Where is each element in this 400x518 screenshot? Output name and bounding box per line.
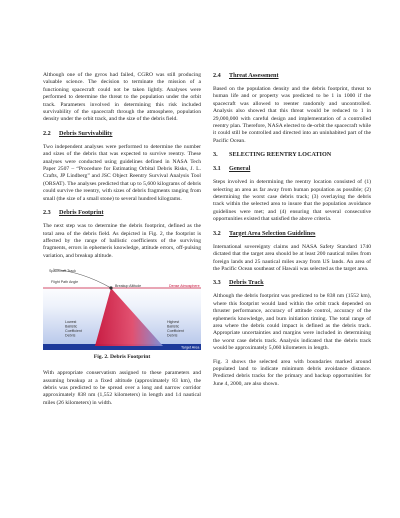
svg-text:Coefficient: Coefficient xyxy=(167,329,184,334)
section-heading-3 xyxy=(213,151,371,159)
left-column xyxy=(43,72,201,413)
section-heading-3-2 xyxy=(213,230,371,238)
svg-text:Lowest: Lowest xyxy=(65,320,77,325)
debris-footprint-figure xyxy=(43,266,201,352)
section-number: 2.4 xyxy=(213,72,221,79)
debris-corridor-paragraph: With appropriate conservatism assigned to these parameters and assuming breakup at a fixed altitude (approximately 83 km), the debris was predicted to be spread over a long and narrow corridor approximately 838 nm (1,552 kilometers) in length and 14 nautical miles (26 kilometers) in width. xyxy=(43,370,201,406)
debris-footprint-paragraph: The next step was to determine the debris footprint, defined as the total area of the debris field. As depicted in Fig. 2, the footprint is affected by the range of ballistic coefficients of the surviving fragments, errors in ephemeris knowledge, attitude errors, off-pulsing variation, and breakup altitude. xyxy=(43,223,201,259)
section-title: Debris Track xyxy=(229,279,264,287)
figure-caption: Fig. 2. Debris Footprint xyxy=(93,354,151,361)
section-title: Debris Footprint xyxy=(59,209,104,217)
svg-text:Coefficient: Coefficient xyxy=(65,329,82,334)
spacecraft-track-label: Spacecraft Track xyxy=(49,269,76,274)
section-title: SELECTING REENTRY LOCATION xyxy=(229,151,332,159)
section-heading-2-3 xyxy=(43,209,201,217)
section-number: 3.2 xyxy=(213,229,221,237)
breakup-altitude-label: Breakup Altitude xyxy=(115,284,142,289)
section-title: Debris Survivability xyxy=(59,129,113,137)
general-paragraph: Steps involved in determining the reentry location consisted of (1) selecting an area as far away from human population as possible; (2) determining the worst case debris track; (3) overlaying the debris track within the selected area to insure that the population avoidance guidelines were met; and (4) ensuring that several consecutive opportunities existed that satisfied the above criteria. xyxy=(213,179,371,223)
section-title: Target Area Selection Guidelines xyxy=(229,229,316,237)
section-number: 3. xyxy=(213,151,218,159)
section-heading-2-2 xyxy=(43,130,201,138)
intro-paragraph: Although one of the gyros had failed, CGRO was still producing valuable science. The decision to terminate the mission of a functioning spacecraft could not be taken lightly. Analyses were performed to determine the threat to the population under the orbit track. Parameters involved in determining this risk included survivability of the spacecraft through the atmosphere, population density under the orbit track, and the size of the debris field. xyxy=(43,72,201,123)
section-number: 3.3 xyxy=(213,279,221,287)
section-title: Threat Assessment xyxy=(229,72,279,79)
svg-text:Highest: Highest xyxy=(167,320,180,325)
figure-3-paragraph: Fig. 3 shows the selected area with boundaries marked around populated land to indicate minimum debris avoidance distance. Predicted debris tracks for the primary and backup opportunities for June 4, 2000, are also shown. xyxy=(213,358,371,387)
section-heading-3-1 xyxy=(213,165,371,173)
debris-footprint-diagram xyxy=(43,266,201,352)
section-title: General xyxy=(229,165,251,173)
section-number: 2.3 xyxy=(43,209,51,217)
right-column xyxy=(213,72,371,394)
svg-text:Debris: Debris xyxy=(167,333,178,338)
breakup-point xyxy=(109,287,112,290)
debris-track-paragraph: Although the debris footprint was predicted to be 838 nm (1552 km), where this footprint would land within the orbit track depended on thruster performance, accuracy of attitude control, accuracy of the ephemeris knowledge, and burn initiation timing. The total range of area where the debris could impact is defined as the debris track. Appropriate uncertainties and margins were included in determining the worst case debris track. Analysis indicated that the debris track would be approximately 5,060 kilometers in length. xyxy=(213,293,371,352)
flight-path-label: Flight Path Angle xyxy=(51,280,79,285)
threat-assessment-paragraph: Based on the population density and the debris footprint, threat to human life and or property was predicted to be 1 in 1000 if the spacecraft was allowed to reenter randomly and uncontrolled. Analysis also showed that this threat would be reduced to 1 in 29,000,000 with careful design and implementation of a controlled reentry plan. Therefore, NASA elected to de-orbit the spacecraft while it could still be controlled and directed into an uninhabited part of the Pacific Ocean. xyxy=(213,86,371,144)
section-number: 3.1 xyxy=(213,165,221,173)
svg-text:Ballistic: Ballistic xyxy=(65,324,78,329)
debris-survivability-paragraph: Two independent analyses were performed to determine the number and sizes of the debris that was expected to survive reentry. These analyses were conducted using guidelines defined in NASA Tech Paper 2507 – “Procedure for Estimating Orbital Debris Risks, J. L. Crafts, JP Lindberg” and JSC Object Reentry Survival Analysis Tool (ORSAT). The analyses predicted that up to 5,600 kilograms of debris could survive the reentry, with sizes of debris fragments ranging from small (the size of a small stone) to several hundred kilograms. xyxy=(43,143,201,202)
dense-atmosphere-label: Dense Atmosphere xyxy=(169,284,200,289)
section-number: 2.2 xyxy=(43,129,51,137)
target-area-paragraph: International sovereignty claims and NASA Safety Standard 1740 dictated that the target area should be at least 200 nautical miles from foreign lands and 25 nautical miles away from US lands. An area of the Pacific Ocean southeast of Hawaii was selected as the target area. xyxy=(213,243,371,272)
svg-text:Debris: Debris xyxy=(65,333,76,338)
svg-text:Ballistic: Ballistic xyxy=(167,324,180,329)
target-area-label: Target Area xyxy=(181,345,200,350)
section-heading-2-4 xyxy=(213,72,371,80)
section-heading-3-3 xyxy=(213,279,371,287)
